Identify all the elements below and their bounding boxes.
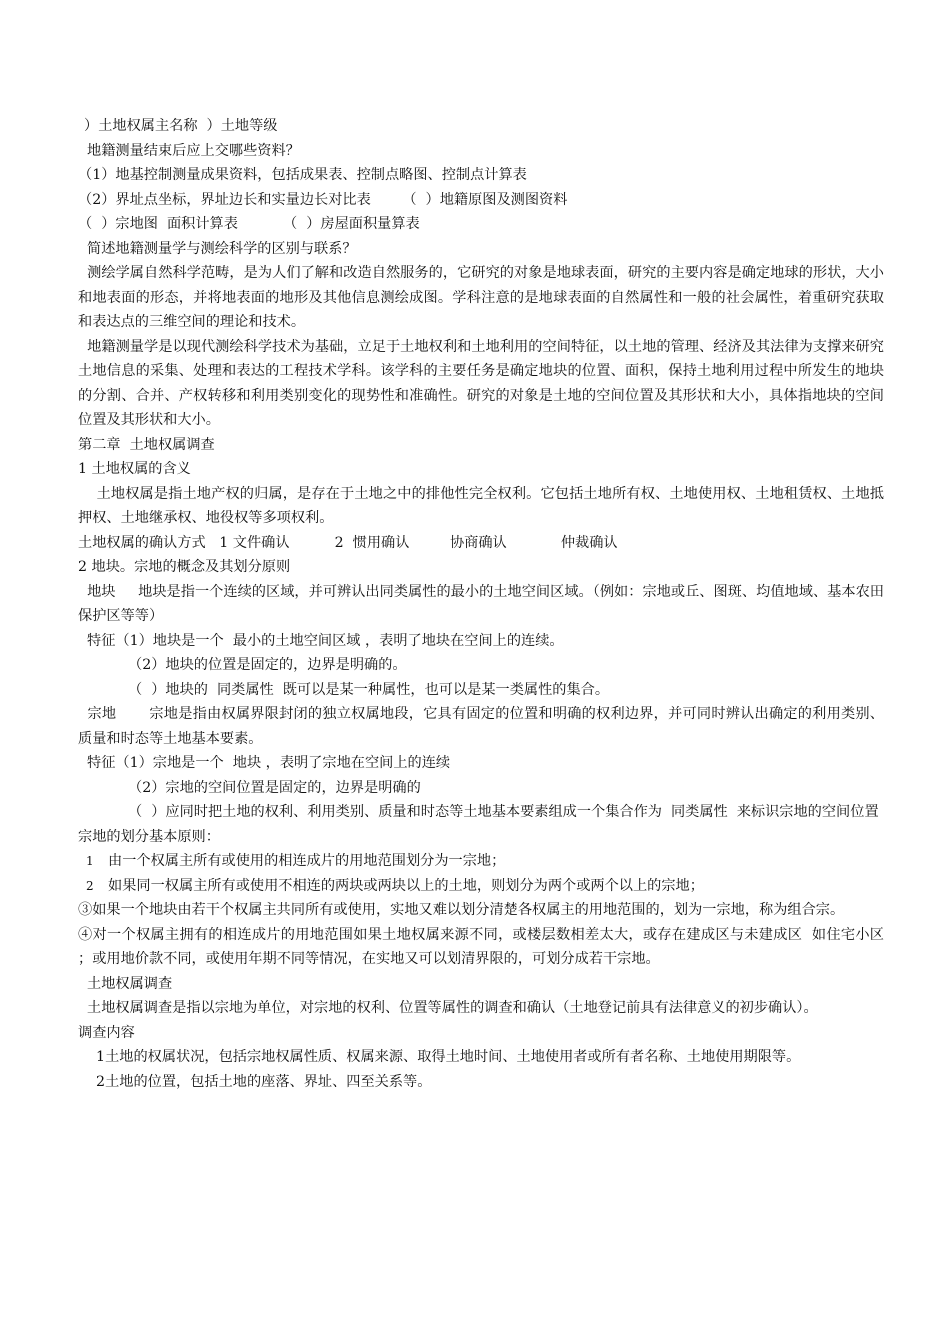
list-item: （ ）应同时把土地的权利、利用类别、质量和时态等土地基本要素组成一个集合作为 同类属性 来标识宗地的空间位置 <box>128 804 879 820</box>
section-heading: 2 地块。宗地的概念及其划分原则 <box>78 559 291 575</box>
paragraph: ④对一个权属主拥有的相连成片的用地范围如果土地权属来源不同，或楼层数相差太大，或存在建成区与未建成区 如住宅小区 ；或用地价款不同，或使用年期不同等情况，在实地又可以划清界限的，可划分成若干宗地。 <box>78 926 889 967</box>
section-heading: 土地权属调查 <box>78 975 173 992</box>
document-body <box>78 114 889 1094</box>
list-item: （ ）宗地图 面积计算表 （ ）房屋面积量算表 <box>78 216 420 232</box>
list-number: 1 <box>86 854 94 868</box>
text-line: 宗地的划分基本原则： <box>78 828 220 845</box>
text-line: ）土地权属主名称 ）土地等级 <box>84 118 278 134</box>
chapter-heading: 第二章 土地权属调查 <box>78 436 215 453</box>
paragraph: 地块 地块是指一个连续的区域，并可辨认出同类属性的最小的土地空间区域。（例如：宗地或丘、图斑、均值地域、基本农田保护区等等） <box>78 583 884 624</box>
list-item: （2）界址点坐标，界址边长和实量边长对比表 （ ）地籍原图及测图资料 <box>78 191 568 208</box>
question-heading: 地籍测量结束后应上交哪些资料？ <box>78 142 300 159</box>
list-item: （2）宗地的空间位置是固定的，边界是明确的 <box>128 779 421 796</box>
question-heading: 简述地籍测量学与测绘科学的区别与联系？ <box>78 240 357 257</box>
list-item <box>78 874 884 899</box>
paragraph: 地籍测量学是以现代测绘科学技术为基础，立足于土地权利和土地利用的空间特征，以土地的管理、经济及其法律为支撑来研究土地信息的采集、处理和表达的工程技术学科。该学科的主要任务是确定地块的位置、面积，保持土地利用过程中所发生的地块的分割、合并、产权转移和利用类别变化的现势性和准确性。研究的对象是土地的空间位置及其形状和大小，具体指地块的空间位置及其形状和大小。 <box>78 338 884 428</box>
list-item: （2）地块的位置是固定的，边界是明确的。 <box>128 657 407 673</box>
paragraph: 宗地 宗地是指由权属界限封闭的独立权属地段，它具有固定的位置和明确的权利边界，并可同时辨认出确定的利用类别、质量和时态等土地基本要素。 <box>78 706 884 747</box>
list-item-text: 由一个权属主所有或使用的相连成片的用地范围划分为一宗地； <box>108 853 506 869</box>
list-item: （1）地基控制测量成果资料，包括成果表、控制点略图、控制点计算表 <box>78 167 527 183</box>
list-item: （ ）地块的 同类属性 既可以是某一种属性，也可以是某一类属性的集合。 <box>128 681 610 698</box>
paragraph: 1土地的权属状况，包括宗地权属性质、权属来源、取得土地时间、土地使用者或所有者名称、土地使用期限等。 <box>78 1049 801 1065</box>
list-item: 特征（1）宗地是一个 地块 ，表明了宗地在空间上的连续 <box>78 755 451 771</box>
list-item: 特征（1）地块是一个 最小的土地空间区域 ，表明了地块在空间上的连续。 <box>78 632 564 649</box>
paragraph: 土地权属是指土地产权的归属，是存在于土地之中的排他性完全权利。它包括土地所有权、土地使用权、土地租赁权、土地抵押权、土地继承权、地役权等多项权利。 <box>78 485 884 526</box>
section-heading: 调查内容 <box>78 1024 135 1041</box>
paragraph: 2土地的位置，包括土地的座落、界址、四至关系等。 <box>78 1073 432 1090</box>
list-item <box>78 849 884 874</box>
paragraph: ③如果一个地块由若干个权属主共同所有或使用，实地又难以划分清楚各权属主的用地范围的，划为一宗地，称为组合宗。 <box>78 902 845 918</box>
paragraph: 测绘学属自然科学范畴，是为人们了解和改造自然服务的，它研究的对象是地球表面，研究的主要内容是确定地球的形状，大小和地表面的形态，并将地表面的地形及其他信息测绘成图。学科注意的是地球表面的自然属性和一般的社会属性，着重研究获取和表达点的三维空间的理论和技术。 <box>78 265 884 330</box>
paragraph: 土地权属调查是指以宗地为单位，对宗地的权利、位置等属性的调查和确认（土地登记前具有法律意义的初步确认）。 <box>78 1000 818 1016</box>
text-line: 土地权属的确认方式 1 文件确认 2 惯用确认 协商确认 仲裁确认 <box>78 534 618 551</box>
list-number: 2 <box>86 878 94 893</box>
list-item-text: 如果同一权属主所有或使用不相连的两块或两块以上的土地，则划分为两个或两个以上的宗地； <box>108 877 704 894</box>
section-heading: 1 土地权属的含义 <box>78 461 191 477</box>
